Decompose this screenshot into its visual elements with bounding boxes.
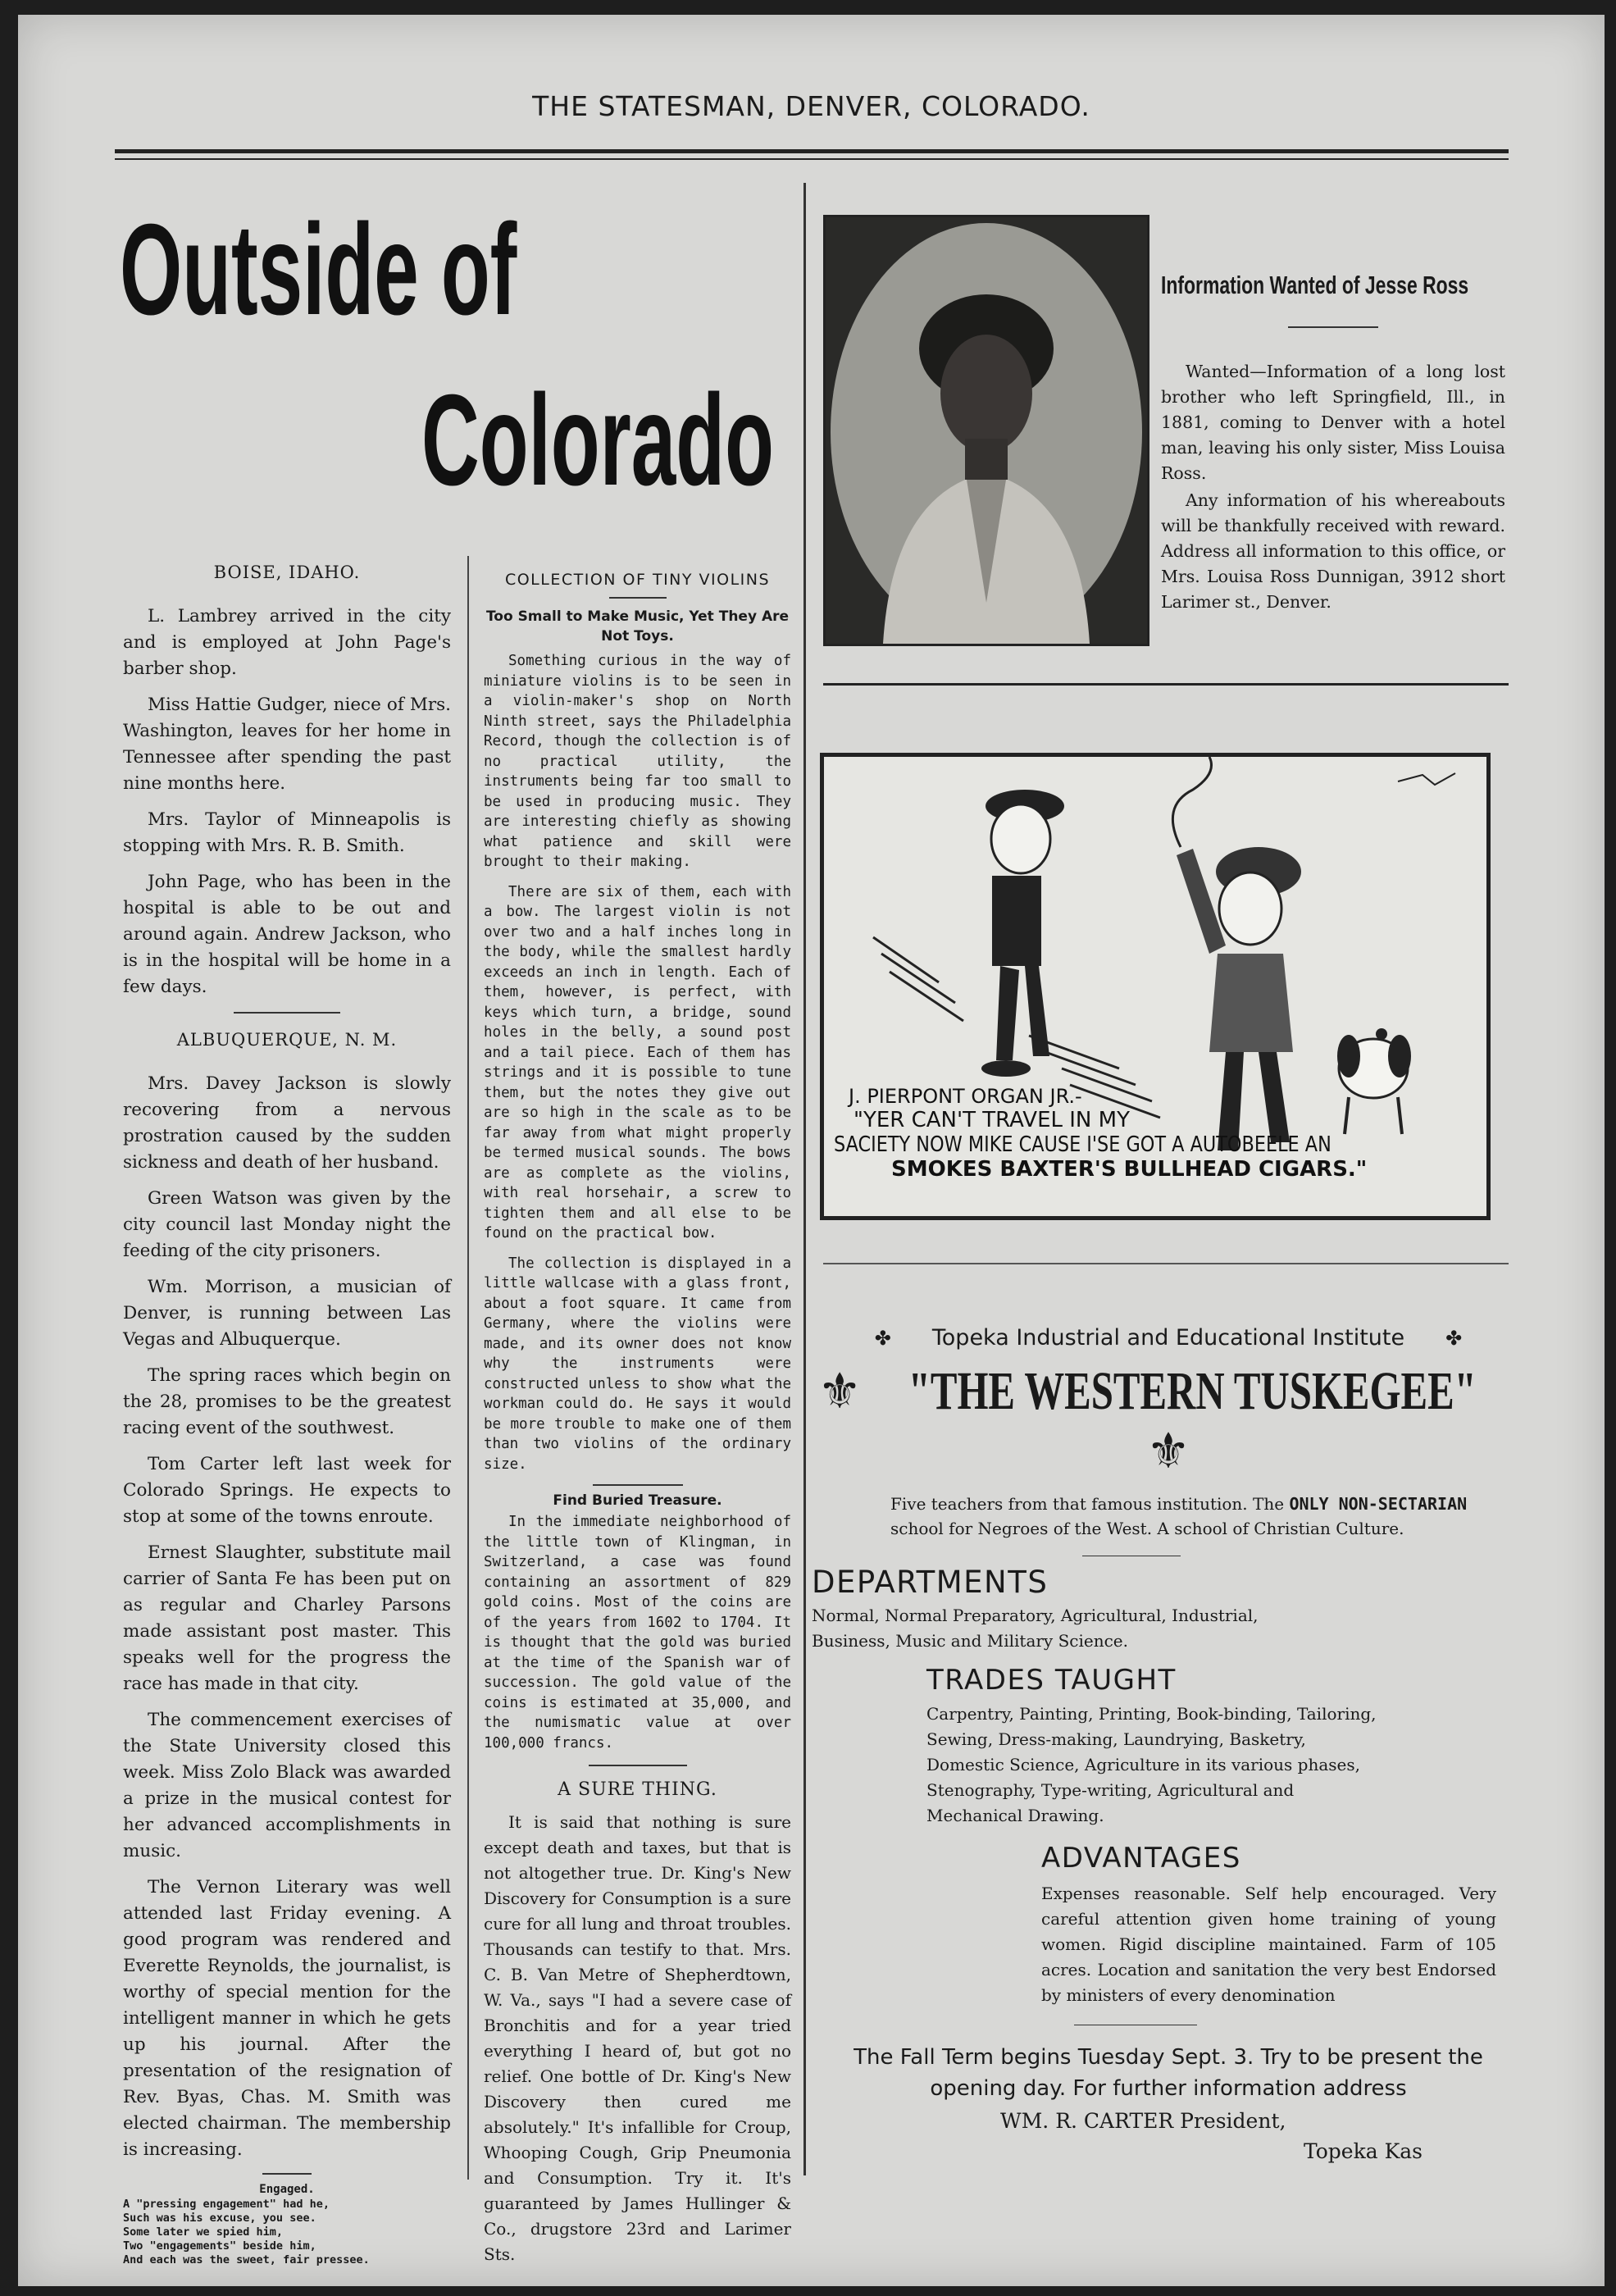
column-rule-2 bbox=[803, 183, 806, 2175]
violins-subtitle: Too Small to Make Music, Yet They Are Not Toys. bbox=[485, 608, 790, 645]
albuquerque-paragraph: Mrs. Davey Jackson is slowly recovering from a nervous prostration caused by the sudden sickness and death of her husband. bbox=[123, 1073, 451, 1173]
fall-term-text: The Fall Term begins Tuesday Sept. 3. Try to be present the opening day. For further information address bbox=[854, 2045, 1483, 2101]
portrait-photo bbox=[823, 215, 1149, 646]
albuquerque-paragraph: Tom Carter left last week for Colorado Springs. He expects to stop at some of the towns enroute. bbox=[123, 1454, 451, 1527]
headline-line1: Outside of bbox=[120, 198, 517, 342]
signer: WM. R. CARTER President, bbox=[1000, 2109, 1286, 2133]
sure-thing-paragraph: It is said that nothing is sure except death and taxes, but that is not altogether true. Dr. King's New Discovery for Consumption is a sure cure for all lung and throat troubles. Thousands can testify to that. Mrs. C. B. Van Metre of Shepherdtown, W. Va., says "I had a severe case of Bronchitis and for a year tried everything I heard of, but got no relief. One bottle of Dr. King's New Discovery then cured me absolutely." It's infallible for Croup, Whooping Cough, Grip Pneumonia and Consumption. Try it. It's guaranteed by James Hullinger & Co., drugstore 23rd and Larimer Sts. bbox=[484, 1812, 791, 2264]
violins-paragraph: There are six of them, each with a bow. The largest violin is not over two and a half inches long in the body, while the smallest hardly exceeds an inch in length. Each of them, however, is perfect, with keys which turn, a bridge, sound holes in the belly, a sound post and a tail piece. Each of them has strings and it is possible to tune them, but the notes they give out are so high in the scale as to be far away from what might properly be termed musical sounds. The bows are as complete as the violins, with real horsehair, a screw to tighten them and all else to be found on the practical bow. bbox=[484, 883, 791, 1241]
tuskegee-title-line bbox=[812, 1360, 1525, 1480]
treasure-title: Find Buried Treasure. bbox=[553, 1492, 722, 1509]
boise-paragraph: Miss Hattie Gudger, niece of Mrs. Washington, leaves for her home in Tennessee after spending the past nine months here. bbox=[123, 695, 451, 794]
advantages-text: Expenses reasonable. Self help encouraged. Very careful attention given home training of young women. Rigid discipline maintained. Farm of 105 acres. Location and sanitation the very best Endorsed by ministers of every denomination bbox=[1041, 1884, 1496, 2005]
advantages-heading: ADVANTAGES bbox=[1041, 1842, 1241, 1875]
intro-emphasis: ONLY NON-SECTARIAN bbox=[1289, 1494, 1468, 1514]
portrait-image bbox=[826, 217, 1147, 644]
section-rule bbox=[823, 683, 1509, 686]
institute-name: Topeka Industrial and Educational Institute bbox=[931, 1325, 1405, 1351]
fleur-de-lis-icon: ⚜ bbox=[817, 1363, 863, 1420]
column-1 bbox=[123, 563, 451, 2267]
intro-text: Five teachers from that famous institution. The bbox=[890, 1494, 1290, 1514]
boise-dateline: BOISE, IDAHO. bbox=[213, 563, 361, 582]
departments-heading: DEPARTMENTS bbox=[812, 1565, 1049, 1600]
section-divider bbox=[609, 597, 667, 599]
top-rule-thin bbox=[115, 158, 1509, 160]
section-divider bbox=[1288, 326, 1378, 328]
tuskegee-ad bbox=[812, 1325, 1525, 2163]
albuquerque-paragraph: Wm. Morrison, a musician of Denver, is running between Las Vegas and Albuquerque. bbox=[123, 1277, 451, 1350]
poem-line: A "pressing engagement" had he, bbox=[123, 2198, 330, 2211]
intro-text: school for Negroes of the West. A school of Christian Culture. bbox=[890, 1519, 1404, 1538]
jesse-ross-title: Information Wanted of Jesse Ross bbox=[1161, 271, 1469, 299]
engaged-poem bbox=[123, 2198, 451, 2267]
cartoon-caption-line: SMOKES BAXTER'S BULLHEAD CIGARS." bbox=[891, 1157, 1368, 1182]
column-rule-1 bbox=[467, 556, 469, 2180]
cartoon-caption-line: J. PIERPONT ORGAN JR.- bbox=[849, 1085, 1082, 1108]
boise-paragraph: Mrs. Taylor of Minneapolis is stopping with Mrs. R. B. Smith. bbox=[123, 809, 451, 856]
violins-title: COLLECTION OF TINY VIOLINS bbox=[504, 571, 771, 589]
masthead: THE STATESMAN, DENVER, COLORADO. bbox=[532, 90, 1090, 122]
violins-paragraph: Something curious in the way of miniature violins is to be seen in a violin-maker's shop on North Ninth street, says the Philadelphia Record, though the collection is of no practical utility, the instruments being far too small to be used in producing music. They are interesting chiefly as showing what patience and skill were brought to their making. bbox=[484, 653, 791, 870]
cigar-cartoon-ad bbox=[820, 753, 1491, 1220]
albuquerque-paragraph: The commencement exercises of the State University closed this week. Miss Zolo Black was awarded a prize in the musical contest for her advanced accomplishments in music. bbox=[123, 1710, 451, 1861]
cartoon-caption bbox=[834, 1085, 1482, 1182]
violins-paragraph: The collection is displayed in a little wallcase with a glass front, about a foot square. It came from Germany, where the violins were made, and its owner does not know why the instruments were constructed unless to show what the workman could do. He says it would be more trouble to make one of them than two violins of the ordinary size. bbox=[484, 1255, 791, 1473]
poem-line: Some later we spied him, bbox=[123, 2225, 284, 2239]
albuquerque-paragraph: Green Watson was given by the city council last Monday night the feeding of the city prisoners. bbox=[123, 1188, 451, 1261]
poem-line: Such was his excuse, you see. bbox=[123, 2212, 316, 2225]
signer-place: Topeka Kas bbox=[1304, 2139, 1423, 2163]
albuquerque-dateline: ALBUQUERQUE, N. M. bbox=[176, 1030, 398, 1050]
jesse-ross-paragraph: Wanted—Information of a long lost brother who left Springfield, Ill., in 1881, coming to Denver with a hotel man, leaving his only sister, Miss Louisa Ross. bbox=[1161, 362, 1505, 483]
boise-paragraph: John Page, who has been in the hospital is able to be out and around again. Andrew Jackson, who is in the hospital will be home in a few days. bbox=[123, 872, 451, 997]
boise-paragraph: L. Lambrey arrived in the city and is employed at John Page's barber shop. bbox=[123, 606, 451, 679]
section-divider bbox=[262, 2173, 312, 2175]
tuskegee-institute-line bbox=[812, 1325, 1525, 1351]
treasure-paragraph: In the immediate neighborhood of the little town of Klingman, in Switzerland, a case was found containing an assortment of 829 gold coins. Most of the coins are of the years from 1602 to 1704. It is thought that the gold was buried at the time of the Spanish war of succession. The gold value of the coins is estimated at 35,000, and the numismatic value at over 100,000 francs. bbox=[484, 1514, 791, 1752]
headline-line2: Colorado bbox=[421, 368, 774, 512]
newspaper-page bbox=[18, 15, 1605, 2286]
top-rule bbox=[115, 149, 1509, 153]
ornament-icon: ✤ bbox=[1445, 1327, 1463, 1350]
albuquerque-paragraph: The Vernon Literary was well attended last Friday evening. A good program was rendered and Everette Reynolds, the journalist, is worthy of special mention for the intelligent manner in which he gets up his journal. After the presentation of the resignation of Rev. Byas, Chas. M. Smith was elected chairman. The membership is increasing. bbox=[123, 1877, 451, 2160]
trades-text: Carpentry, Painting, Printing, Book-binding, Tailoring, Sewing, Dress-making, Laundrying, Basketry, Domestic Science, Agriculture in its various phases, Stenography, Type-writing, Agricultural and Mechanical Drawing. bbox=[926, 1704, 1377, 1825]
section-divider bbox=[593, 1484, 683, 1486]
tuskegee-intro bbox=[890, 1492, 1484, 1541]
section-rule bbox=[823, 1263, 1509, 1264]
poem-line: And each was the sweet, fair pressee. bbox=[123, 2253, 370, 2266]
albuquerque-paragraph: Ernest Slaughter, substitute mail carrier of Santa Fe has been put on as regular and Charley Parsons made assistant post master. This speaks well for the progress the race has made in that city. bbox=[123, 1542, 451, 1694]
jesse-ross-paragraph: Any information of his whereabouts will be thankfully received with reward. Address all information to this office, or Mrs. Louisa Ross Dunnigan, 3912 short Larimer st., Denver. bbox=[1161, 490, 1505, 612]
section-divider bbox=[589, 1765, 687, 1766]
engaged-title: Engaged. bbox=[259, 2183, 315, 2196]
fleur-de-lis-icon: ⚜ bbox=[1146, 1423, 1190, 1480]
ornament-icon: ✤ bbox=[874, 1327, 891, 1350]
cartoon-caption-line: SACIETY NOW MIKE CAUSE I'SE GOT A AUTOBEELE AN bbox=[834, 1132, 1331, 1157]
poem-line: Two "engagements" beside him, bbox=[123, 2239, 316, 2253]
column-2 bbox=[484, 571, 791, 2277]
cartoon-caption-line: "YER CAN'T TRAVEL IN MY bbox=[854, 1108, 1130, 1132]
tuskegee-title: "THE WESTERN TUSKEGEE" bbox=[908, 1361, 1477, 1421]
sure-thing-title: A SURE THING. bbox=[558, 1779, 717, 1800]
jesse-ross-notice bbox=[1161, 271, 1505, 625]
trades-heading: TRADES TAUGHT bbox=[926, 1664, 1177, 1697]
departments-text: Normal, Normal Preparatory, Agricultural, Industrial, Business, Music and Military Science. bbox=[812, 1606, 1259, 1651]
albuquerque-paragraph: The spring races which begin on the 28, promises to be the greatest racing event of the southwest. bbox=[123, 1365, 451, 1438]
section-divider bbox=[234, 1012, 340, 1014]
